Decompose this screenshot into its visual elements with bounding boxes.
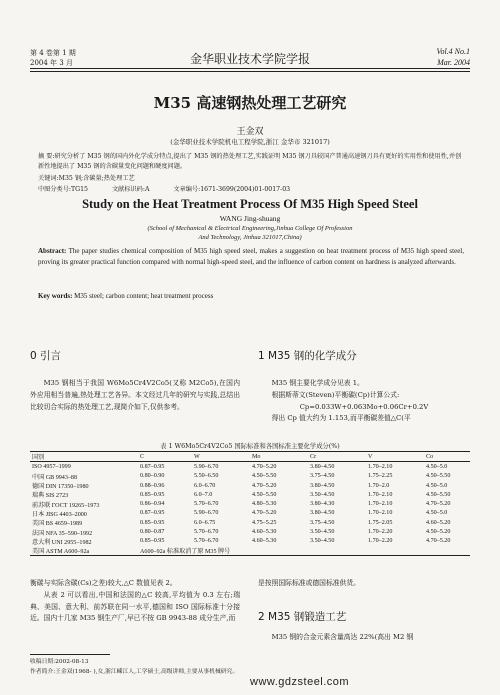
section-heading-chemistry: 1 M35 钢的化学成分 — [258, 350, 357, 362]
cell: 意大利 UNI 2955–1982 — [32, 539, 92, 546]
cell: 5.50–6.50 — [194, 473, 219, 480]
watermark: www.gdzsteel.com — [250, 676, 350, 688]
cell: 1.70–2.20 — [368, 529, 393, 536]
received-date: 收稿日期:2002-08-13 — [30, 659, 89, 665]
abstract-en — [38, 246, 464, 268]
issue-info-en — [400, 46, 470, 68]
cell: 4.60–5.30 — [252, 529, 277, 536]
cell: 0.85–0.95 — [140, 491, 165, 498]
discussion-column — [30, 578, 240, 625]
table-row — [30, 537, 470, 546]
issue-info-zh — [30, 48, 76, 68]
discussion-paragraph-3: 是按照国际标准或德国标准供货。 — [258, 579, 360, 587]
table-row — [30, 518, 470, 527]
affiliation-en-line-1: (School of Mechanical & Electrical Engineering,Jinhua College Of Profession — [147, 225, 353, 232]
cell: 日本 JISG 4403–2000 — [32, 511, 87, 518]
cell: 3.80–4.50 — [310, 463, 335, 470]
cell: 1.70–2.10 — [368, 510, 393, 517]
cell: 4.50–5.0 — [426, 463, 448, 470]
cell: 3.50–4.50 — [310, 529, 335, 536]
cell: 0.85–0.95 — [140, 538, 165, 545]
cell: 4.70–5.20 — [252, 482, 277, 489]
section-heading-forging: 2 M35 钢锻造工艺 — [258, 611, 347, 623]
cell: 3.75–4.50 — [310, 519, 335, 526]
cell: 中国 GB 9943–88 — [32, 474, 78, 481]
cell: 4.70–5.20 — [252, 463, 277, 470]
cell: 3.75–4.50 — [310, 473, 335, 480]
author-zh: 王金双 — [236, 127, 264, 137]
chemistry-paragraph-1: M35 钢主要化学成分见表 1。 — [271, 379, 364, 387]
table-row — [30, 472, 470, 481]
cell: 3.50–4.50 — [310, 538, 335, 545]
cell: 6.0–6.70 — [194, 482, 216, 489]
chemistry-paragraph-2: 根据斯蒂文(Steven)平衡碳(Cp)计算公式: — [271, 390, 400, 399]
cell: 法国 NFA 35–590–1992 — [32, 530, 93, 537]
cell: 瑞典 SIS 2723 — [32, 493, 69, 500]
discussion-paragraph-2: 从表 2 可以看出,中国和法国的△C 较高,平均值为 0.3 左右;瑞典、美国、意大利、前苏联在同一水平,德国和 ISO 国际标准十分接近。国内十几家 M35 钢生产厂,早已不按 GB 9943-88 成分生产,而 — [30, 590, 240, 623]
header-w: W — [194, 453, 200, 460]
cell: 3.80–4.30 — [310, 501, 335, 508]
author-en: WANG Jing-shuang — [219, 214, 281, 223]
cell: 3.80–4.50 — [310, 482, 335, 489]
cell: 4.75–5.25 — [252, 519, 277, 526]
section-heading-intro: 0 引言 — [30, 350, 62, 362]
table-header-row — [30, 452, 470, 462]
table-row — [30, 481, 470, 490]
composition-table — [30, 451, 470, 556]
discussion-paragraph-1: 衡碳与实际含碳(Cs)之差)较大,△C 数值见表 2。 — [30, 579, 177, 587]
cell: 4.50–5.50 — [426, 491, 451, 498]
cell: 0.85–0.95 — [140, 519, 165, 526]
cell: 1.75–2.25 — [368, 473, 393, 480]
issue-line-2: 2004 年 3 月 — [30, 59, 73, 67]
cell: 0.88–0.96 — [140, 482, 165, 489]
issue-line-1: 第 4 卷第 1 期 — [30, 49, 76, 57]
cell: 5.70–6.70 — [194, 529, 219, 536]
abstract-zh: 摘 要:研究分析了 M35 钢的国内外化学成分特点,提出了 M35 钢的热处理工艺,实践证明 M35 钢刀具较国产普通高速钢刀具有更好的实用性和使用性,并创新性地提出了 M35 钢的含碳量变化问题和硬度问题。 — [38, 153, 462, 170]
header-country: 国别 — [32, 455, 45, 462]
cell: 德国 DIN 17350–1980 — [32, 484, 89, 491]
header-co: Co — [426, 453, 434, 460]
abstract-en-text: The paper studies chemical composition of M35 high speed steel, makes a suggestion on heat treatment process of M35 high speed steel, proving its greater practical function compared with normal high-speed steel, and the influence of carbon content on hardness is analyzed afterwards. — [38, 247, 464, 266]
cell: 4.60–5.20 — [426, 519, 451, 526]
table-row — [30, 490, 470, 499]
keywords-zh: 关键词:M35 钢;含碳量;热处理工艺 — [38, 175, 135, 182]
forging-paragraph-1: M35 钢的合金元素含量高达 22%(高出 M2 钢 — [271, 633, 414, 641]
cell: 1.70–2.10 — [368, 463, 393, 470]
cell: 美国 BS 4659–1989 — [32, 521, 83, 528]
issue-date: Mar. 2004 — [437, 58, 470, 67]
cell: 4.50–5.50 — [426, 473, 451, 480]
affiliation-en-line-2: And Technology, Jinhua 321017,China) — [198, 234, 302, 241]
cell: 3.50–4.50 — [310, 491, 335, 498]
cell: 0.80–0.90 — [140, 473, 165, 480]
cell: 4.70–5.20 — [426, 501, 451, 508]
document-code: 文献标识码:A — [111, 186, 150, 193]
affiliation-zh: (金华职业技术学院机电工程学院,浙江 金华市 321017) — [170, 138, 330, 146]
abstract-en-label: Abstract: — [38, 247, 67, 255]
keywords-en — [38, 292, 464, 300]
classification-line — [38, 184, 478, 193]
table-row — [30, 509, 470, 518]
cell: 5.90–6.70 — [194, 510, 219, 517]
cell: 4.60–5.30 — [252, 538, 277, 545]
cell: A600–92a 标准取消了原 M35 牌号 — [140, 549, 231, 556]
cell: 1.70–2.10 — [368, 501, 393, 508]
forging-column — [258, 632, 470, 644]
paper-title-en: Study on the Heat Treatment Process Of M35 High Speed Steel — [82, 197, 418, 211]
table-caption: 表 1 W6Mo5Cr4V2Co5 国际标准和各国标准主要化学成分(%) — [160, 443, 340, 450]
table-row — [30, 499, 470, 508]
table-row — [30, 527, 470, 536]
cell: 3.80–4.50 — [310, 510, 335, 517]
cell: 0.80–0.87 — [140, 529, 165, 536]
cell: 6.0–7.0 — [194, 491, 213, 498]
paper-title-zh: M35 高速钢热处理工艺研究 — [153, 94, 347, 112]
cell: 4.50–5.0 — [426, 482, 448, 489]
table-row — [30, 546, 470, 556]
cell: 1.70–2.20 — [368, 538, 393, 545]
cell: 1.70–2.0 — [368, 482, 390, 489]
footnote-rule — [30, 654, 110, 655]
cell: 4.70–5.20 — [426, 538, 451, 545]
chemistry-column — [258, 378, 470, 425]
cell: 1.75–2.05 — [368, 519, 393, 526]
header-cr: Cr — [310, 453, 317, 460]
cell: 4.50–5.50 — [252, 491, 277, 498]
journal-name: 金华职业技术学院学报 — [189, 52, 310, 66]
header-c: C — [140, 453, 145, 460]
cell: 0.86–0.94 — [140, 501, 165, 508]
keywords-en-text: M35 steel; carbon content; heat treatment process — [72, 292, 214, 300]
cell: 美国 ASTM A600–92a — [32, 549, 90, 556]
clc-number: 中图分类号:TG15 — [38, 186, 88, 193]
cell: 4.50–5.20 — [426, 529, 451, 536]
header-rule-thin — [30, 71, 470, 72]
footnote — [30, 657, 330, 677]
cell: ISO 4957–1999 — [32, 463, 71, 470]
discussion-column-right — [258, 578, 470, 590]
header-v: V — [368, 453, 373, 460]
cell: 6.0–6.75 — [194, 519, 216, 526]
cell: 5.90–6.70 — [194, 463, 219, 470]
keywords-en-label: Key words: — [38, 292, 73, 300]
header-mo: Mo — [252, 453, 261, 460]
affiliation-en — [0, 224, 500, 242]
intro-column — [30, 378, 240, 413]
cell: 0.87–0.95 — [140, 510, 165, 517]
chemistry-paragraph-3: 得出 Cp 值大约为 1.153,而平衡碳差值△C(平 — [271, 414, 411, 423]
cell: 前苏联 ГОСТ 19265–1973 — [32, 502, 100, 509]
cell: 4.50–5.0 — [426, 510, 448, 517]
steven-formula: Cp=0.033W+0.063Mo+0.06Cr+0.2V — [299, 402, 429, 411]
cell: 5.70–6.70 — [194, 538, 219, 545]
article-number: 文章编号:1671-3699(2004)01-0017-03 — [173, 186, 291, 193]
cell: 0.87–0.95 — [140, 463, 165, 470]
cell: 4.50–5.50 — [252, 473, 277, 480]
author-bio: 作者简介:王金双(1968- ),女,浙江嵊江人,工学硕士,高级讲师,主要从事机械研究。 — [30, 669, 239, 675]
volume-number: Vol.4 No.1 — [436, 47, 470, 56]
cell: 5.70–6.70 — [194, 501, 219, 508]
table-row — [30, 462, 470, 472]
intro-paragraph: M35 钢相当于我国 W6Mo5Cr4V2Co5(又称 M2Co5),在国内外应用相当普遍,热处理工艺各异。本文经过几年的研究与实践,总结出比较切合实际的热处理工艺,现简介如下,仅供参考。 — [30, 379, 240, 411]
header-rule — [30, 68, 470, 69]
cell: 4.70–5.20 — [252, 510, 277, 517]
cell: 1.70–2.10 — [368, 491, 393, 498]
cell: 4.80–5.30 — [252, 501, 277, 508]
